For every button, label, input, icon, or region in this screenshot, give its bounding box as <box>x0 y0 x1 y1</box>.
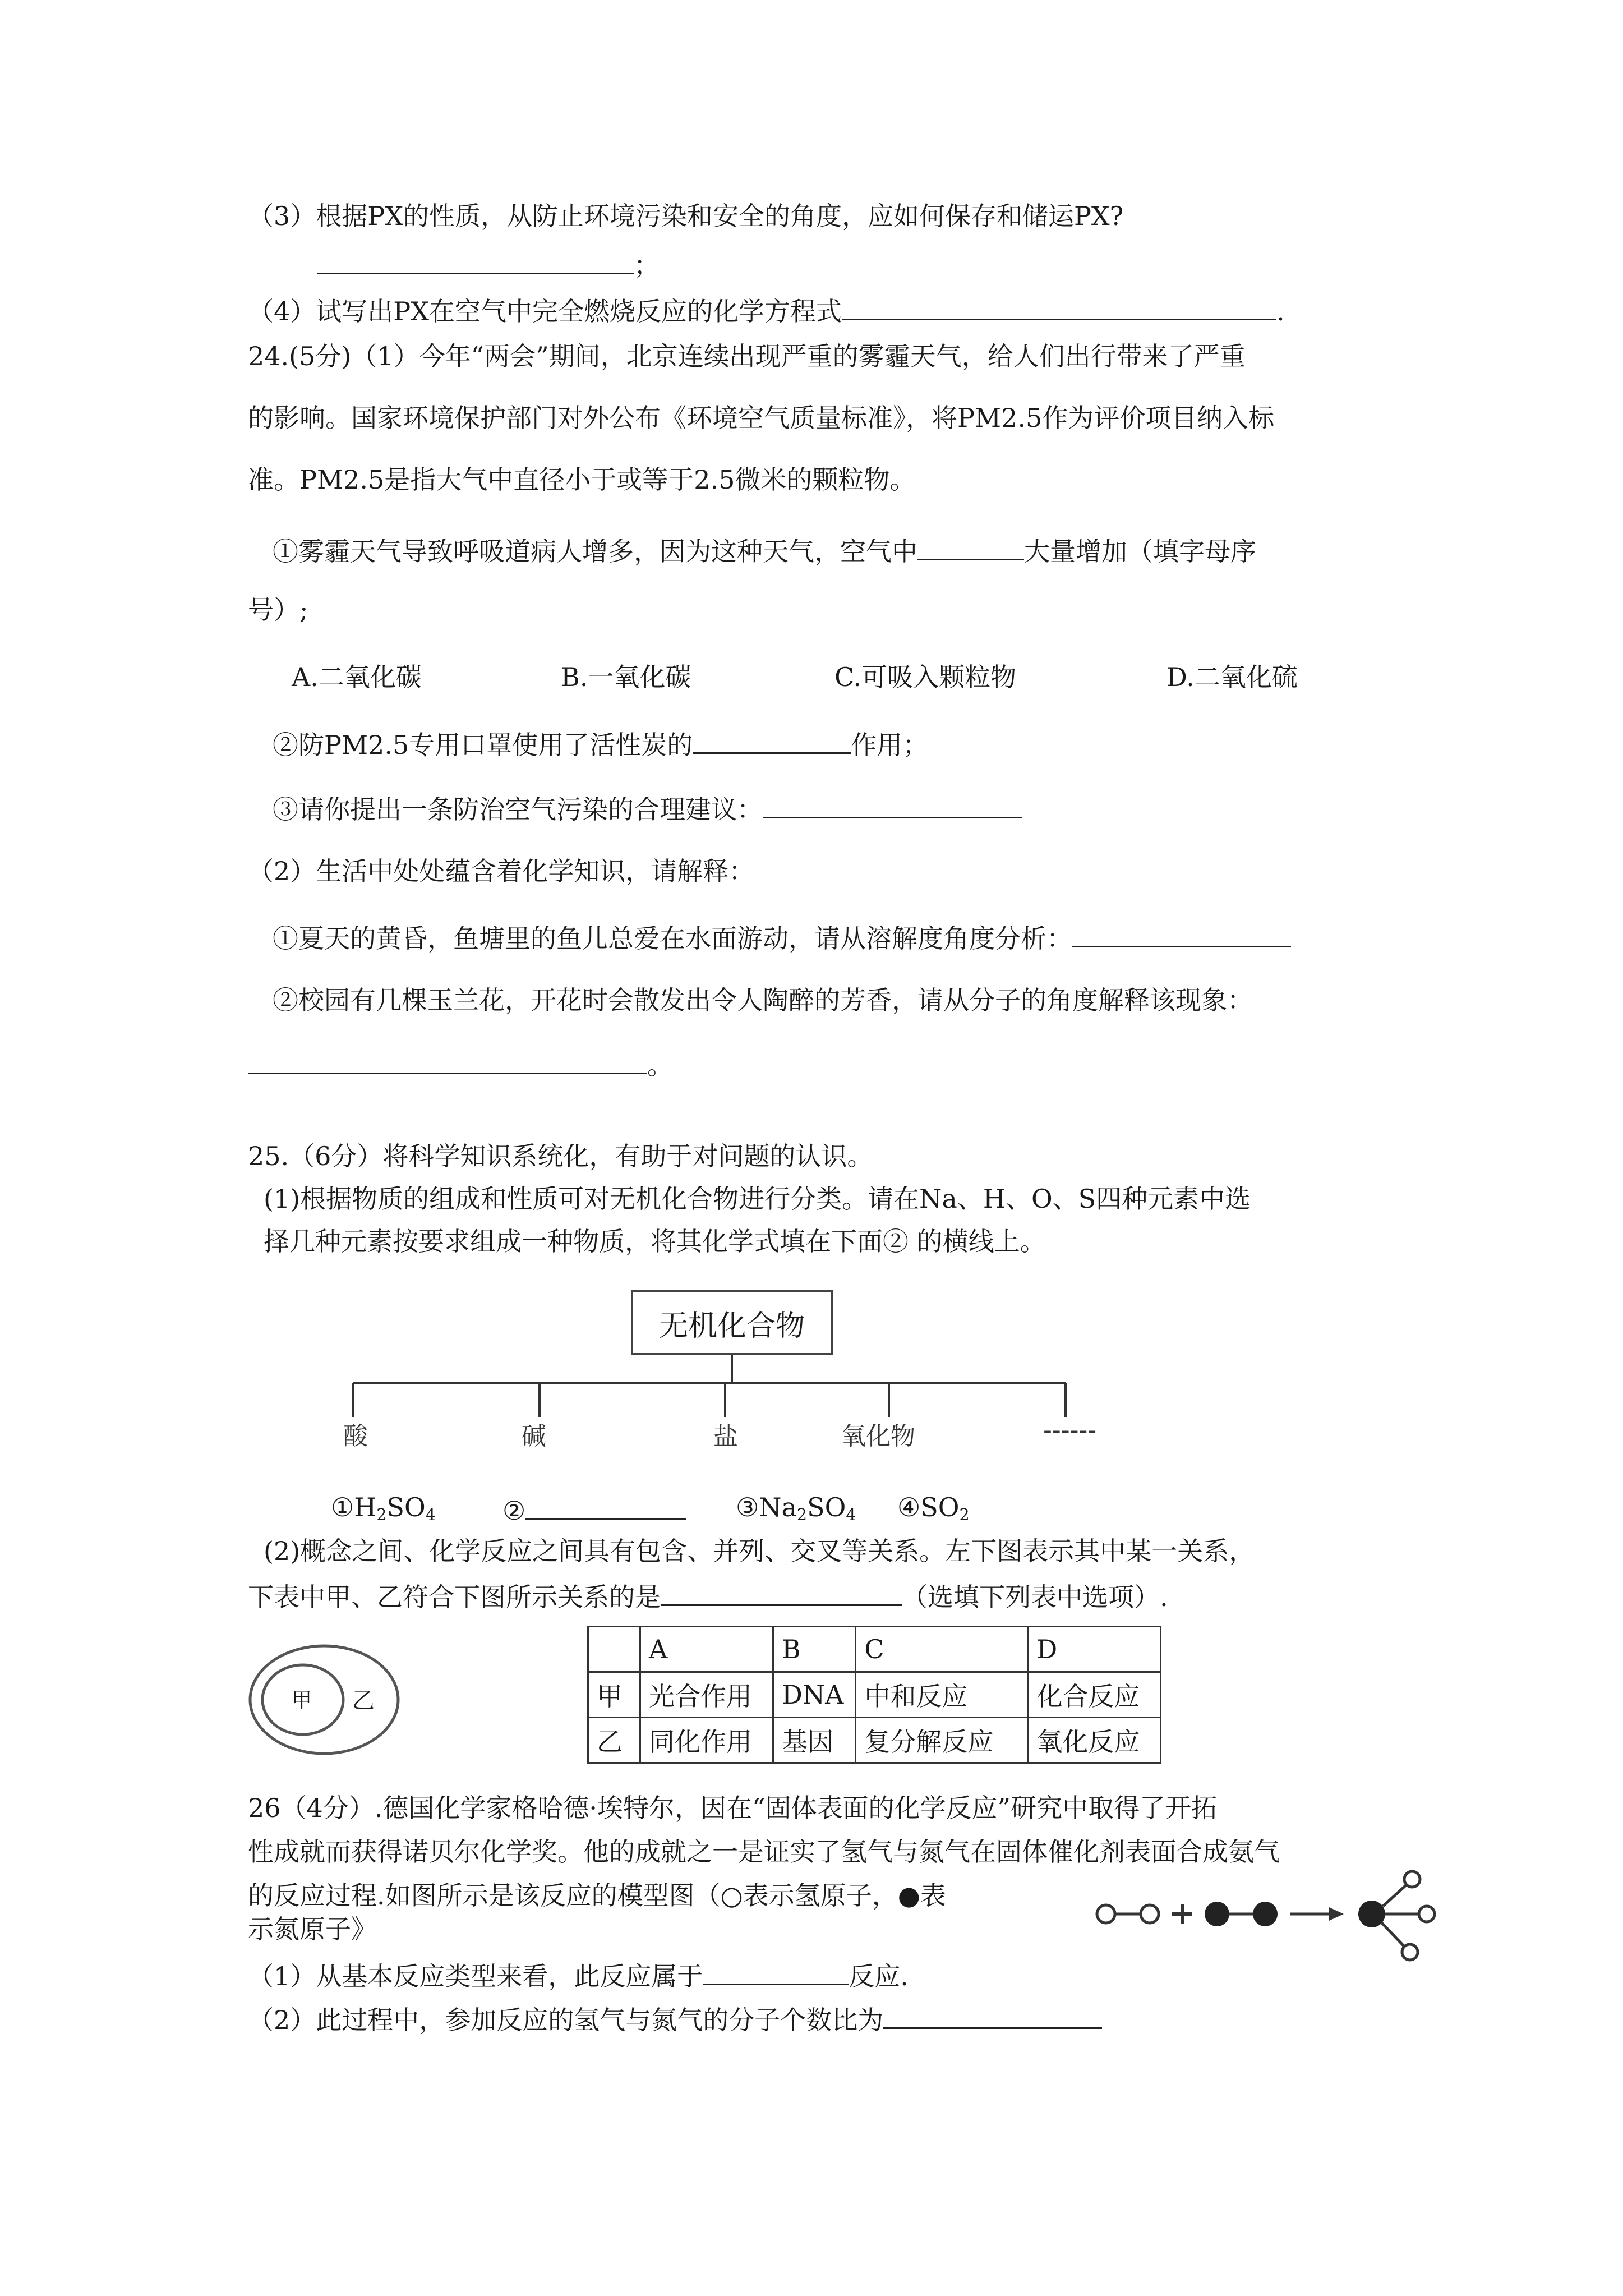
ans1-text-b: SO <box>386 1492 426 1522</box>
q24-part2-sub2-end: 。 <box>647 1050 673 1080</box>
q24-part2: （2）生活中处处蕴含着化学知识，请解释： <box>248 856 755 886</box>
tree-label-oxide: 氧化物 <box>841 1422 915 1451</box>
q24-sub2-end: 作用； <box>851 730 929 760</box>
table-cell: 乙 <box>588 1718 640 1763</box>
answer-blank[interactable] <box>661 1579 902 1606</box>
q24-option-a: A.二氧化碳 <box>292 662 422 692</box>
q24-sub1 <box>273 533 1256 567</box>
table-cell: 甲 <box>588 1672 640 1718</box>
tree-root-box <box>631 1290 833 1355</box>
answer-blank[interactable] <box>703 1958 849 1985</box>
answer-blank[interactable] <box>842 293 1276 320</box>
q24-sub1-cont: 号）; <box>248 595 308 625</box>
q25-part2-end: （选填下列表中选项）. <box>902 1582 1168 1612</box>
table-row <box>588 1718 1161 1763</box>
table-cell: 同化作用 <box>640 1718 773 1763</box>
q25-part1-line-a: (1)根据物质的组成和性质可对无机化合物进行分类。请在Na、H、O、S四种元素中选 <box>264 1184 1251 1214</box>
q25-ans1 <box>331 1492 436 1525</box>
q23-part4-end: . <box>1276 296 1285 326</box>
q23-part4 <box>248 293 1285 327</box>
q24-sub2 <box>273 726 928 761</box>
q26-line-2: 性成就而获得诺贝尔化学奖。他的成就之一是证实了氢气与氮气在固体催化剂表面合成氨气 <box>248 1837 1280 1867</box>
q25-part2-line-a: (2)概念之间、化学反应之间具有包含、并列、交叉等关系。左下图表示其中某一关系， <box>264 1536 1255 1566</box>
ans2-text: ② <box>502 1496 526 1526</box>
q24-part2-sub2: ②校园有几棵玉兰花，开花时会散发出令人陶醉的芳香，请从分子的角度解释该现象： <box>273 985 1253 1015</box>
table-cell: 复分解反应 <box>856 1718 1028 1763</box>
venn-outer-label: 乙 <box>352 1688 375 1714</box>
q24-part2-sub1 <box>273 920 1291 954</box>
table-header-row <box>588 1627 1161 1672</box>
q24-part2-sub1-text: ①夏天的黄昏，鱼塘里的鱼儿总爱在水面游动，请从溶解度角度分析： <box>273 923 1072 954</box>
table-cell: 光合作用 <box>640 1672 773 1718</box>
q24-option-c: C.可吸入颗粒物 <box>834 662 1017 692</box>
q24-line-3: 准。PM2.5是指大气中直径小于或等于2.5微米的颗粒物。 <box>248 464 916 495</box>
q23-part3-answer-line[interactable] <box>317 247 660 281</box>
q25-ans3 <box>736 1492 856 1525</box>
tree-label-salt: 盐 <box>713 1422 738 1451</box>
q24-sub1-text: ①雾霾天气导致呼吸道病人增多，因为这种天气，空气中 <box>273 536 917 567</box>
q24-line-1: 24.(5分)（1）今年“两会”期间，北京连续出现严重的雾霾天气，给人们出行带来了严重 <box>248 341 1246 371</box>
q26-line-4: 示氮原子》 <box>248 1914 377 1944</box>
table-cell: 化合反应 <box>1028 1672 1161 1718</box>
ans4-sub: 2 <box>959 1506 970 1525</box>
table-cell: B <box>773 1627 856 1672</box>
answer-blank[interactable] <box>693 726 851 754</box>
answer-blank[interactable] <box>317 247 634 274</box>
tree-root-label: 无机化合物 <box>658 1309 805 1343</box>
ans3-text: ③Na <box>736 1492 797 1522</box>
q24-sub3 <box>273 791 1022 825</box>
q25-line-1: 25.（6分）将科学知识系统化，有助于对问题的认识。 <box>248 1141 873 1171</box>
q25-part2-line-b <box>248 1579 1168 1613</box>
q23-part3-text: （3）根据PX的性质，从防止环境污染和安全的角度，应如何保存和储运PX? <box>248 201 1124 231</box>
table-row <box>588 1672 1161 1718</box>
table-cell: A <box>640 1627 773 1672</box>
q26-part2 <box>248 2001 1102 2036</box>
classification-tree-lines <box>336 1355 1077 1439</box>
tree-label-etc: ------ <box>1043 1416 1097 1444</box>
answer-blank[interactable] <box>883 2001 1102 2029</box>
q24-part2-sub2-answer <box>248 1047 673 1081</box>
q26-part1-text: （1）从基本反应类型来看，此反应属于 <box>248 1961 703 1991</box>
venn-inner-label: 甲 <box>292 1689 312 1712</box>
q24-sub2-text: ②防PM2.5专用口罩使用了活性炭的 <box>273 730 693 760</box>
q24-line-2: 的影响。国家环境保护部门对外公布《环境空气质量标准》，将PM2.5作为评价项目纳入标 <box>248 403 1275 433</box>
q25-part2-text: 下表中甲、乙符合下图所示关系的是 <box>248 1582 661 1612</box>
q24-sub1-text-end: 大量增加（填字母序 <box>1024 536 1256 567</box>
ans3-sub: 2 <box>796 1506 808 1525</box>
reaction-model-diagram <box>1094 1864 1447 1976</box>
ans3-sub2: 4 <box>846 1506 856 1525</box>
q24-option-d: D.二氧化硫 <box>1166 662 1298 692</box>
q26-line-1: 26（4分）.德国化学家格哈德·埃特尔，因在“固体表面的化学反应”研究中取得了开拓 <box>248 1793 1218 1823</box>
ans1-sub2: 4 <box>425 1506 436 1525</box>
q23-part3-end: ； <box>634 250 660 280</box>
q24-sub3-text: ③请你提出一条防治空气污染的合理建议： <box>273 794 763 825</box>
answer-blank[interactable] <box>763 791 1022 818</box>
q25-ans4 <box>897 1492 970 1525</box>
answer-blank[interactable] <box>525 1492 686 1520</box>
q25-part1-line-b: 择几种元素按要求组成一种物质，将其化学式填在下面② 的横线上。 <box>264 1226 1046 1257</box>
q26-part1-end: 反应. <box>849 1961 909 1991</box>
table-cell <box>588 1627 640 1672</box>
q26-part1 <box>248 1958 909 1992</box>
q26-line-3: 的反应过程.如图所示是该反应的模型图（○表示氢原子，●表 <box>248 1880 946 1911</box>
table-cell: D <box>1028 1627 1161 1672</box>
venn-diagram <box>247 1642 409 1760</box>
ans3-text-b: SO <box>807 1492 846 1522</box>
ans1-sub: 2 <box>376 1506 387 1525</box>
answer-blank[interactable] <box>917 533 1024 560</box>
q23-part4-text: （4）试写出PX在空气中完全燃烧反应的化学方程式 <box>248 296 842 326</box>
tree-label-acid: 酸 <box>343 1422 368 1451</box>
relation-table <box>587 1626 1161 1764</box>
table-cell: 中和反应 <box>856 1672 1028 1718</box>
tree-label-base: 碱 <box>522 1422 546 1451</box>
answer-blank[interactable] <box>1072 920 1291 947</box>
ans1-text: ①H <box>331 1492 377 1522</box>
ans4-text: ④SO <box>897 1492 960 1522</box>
q26-part2-text: （2）此过程中，参加反应的氢气与氮气的分子个数比为 <box>248 2005 884 2035</box>
table-cell: C <box>856 1627 1028 1672</box>
table-cell: 基因 <box>773 1718 856 1763</box>
answer-blank[interactable] <box>248 1047 647 1074</box>
table-cell: 氧化反应 <box>1028 1718 1161 1763</box>
q24-option-b: B.一氧化碳 <box>561 662 691 692</box>
q25-ans2 <box>502 1492 686 1526</box>
table-cell: DNA <box>773 1672 856 1718</box>
